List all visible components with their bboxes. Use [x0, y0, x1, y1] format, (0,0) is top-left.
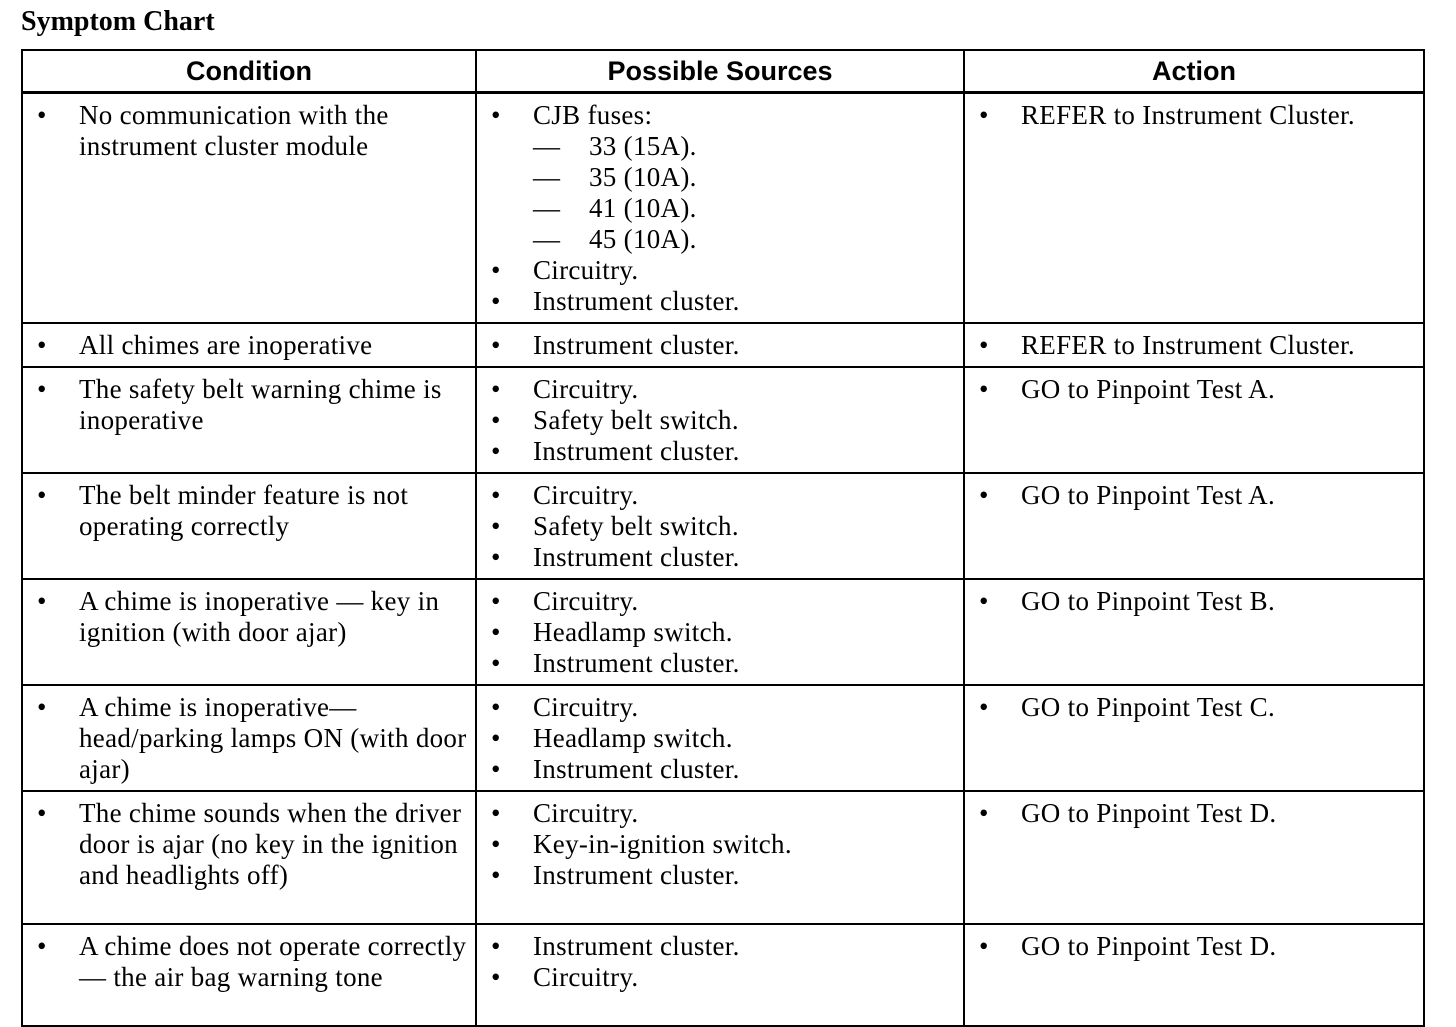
condition-cell — [22, 93, 476, 324]
condition-cell — [22, 323, 476, 367]
bullet-marker: • — [491, 648, 501, 678]
list-item-text: Circuitry. — [533, 255, 639, 285]
page-title: Symptom Chart — [21, 6, 215, 37]
list-item — [965, 586, 1415, 617]
bullet-marker: • — [491, 798, 501, 828]
list-item-text: Safety belt switch. — [533, 511, 739, 541]
bullet-marker: • — [491, 511, 501, 541]
condition-cell — [22, 924, 476, 1026]
list-item — [965, 480, 1415, 511]
bullet-marker: • — [979, 692, 989, 722]
action-cell — [964, 323, 1424, 367]
list-item — [477, 723, 955, 754]
bullet-marker: • — [491, 860, 501, 890]
list-item-text: Circuitry. — [533, 798, 639, 828]
bullet-marker: • — [979, 798, 989, 828]
list-item-text: Circuitry. — [533, 692, 639, 722]
dash-marker: — — [533, 162, 561, 192]
bullet-marker: • — [37, 692, 47, 722]
list-item — [477, 255, 955, 286]
list-item-text: Headlamp switch. — [533, 723, 733, 753]
table-row — [22, 579, 1424, 685]
action-cell — [964, 367, 1424, 473]
bullet-marker: • — [491, 723, 501, 753]
list-item — [23, 931, 467, 993]
list-item-text: Circuitry. — [533, 480, 639, 510]
dash-marker: — — [533, 224, 561, 254]
list-item-text: GO to Pinpoint Test C. — [1021, 692, 1275, 722]
bullet-marker: • — [37, 374, 47, 404]
list-item — [477, 798, 955, 829]
list-item-text: Instrument cluster. — [533, 860, 740, 890]
bullet-marker: • — [491, 829, 501, 859]
list-item-text: 45 (10A). — [589, 224, 697, 254]
table-row — [22, 367, 1424, 473]
list-item — [23, 330, 467, 361]
list-item — [965, 798, 1415, 829]
dash-marker: — — [533, 131, 561, 161]
table-row — [22, 685, 1424, 791]
list-item-text: Instrument cluster. — [533, 436, 740, 466]
bullet-marker: • — [979, 931, 989, 961]
column-header-possible-sources: Possible Sources — [476, 50, 964, 93]
list-item — [477, 692, 955, 723]
bullet-marker: • — [491, 542, 501, 572]
list-item-text: Instrument cluster. — [533, 931, 740, 961]
list-item-text: The belt minder feature is not operating correctly — [79, 480, 409, 541]
condition-cell — [22, 473, 476, 579]
column-header-condition: Condition — [22, 50, 476, 93]
action-cell — [964, 924, 1424, 1026]
list-item-text: Circuitry. — [533, 586, 639, 616]
list-item-text: Circuitry. — [533, 374, 639, 404]
bullet-marker: • — [491, 436, 501, 466]
bullet-marker: • — [37, 586, 47, 616]
condition-cell — [22, 367, 476, 473]
list-item — [477, 586, 955, 617]
bullet-marker: • — [491, 754, 501, 784]
bullet-marker: • — [491, 286, 501, 316]
list-item — [477, 962, 955, 993]
bullet-marker: • — [37, 798, 47, 828]
list-item — [477, 511, 955, 542]
list-item-text: All chimes are inoperative — [79, 330, 373, 360]
condition-cell — [22, 685, 476, 791]
bullet-marker: • — [979, 374, 989, 404]
condition-cell — [22, 791, 476, 924]
list-item — [477, 374, 955, 405]
list-item-text: GO to Pinpoint Test B. — [1021, 586, 1275, 616]
list-item-text: Instrument cluster. — [533, 754, 740, 784]
list-item — [477, 829, 955, 860]
list-item-text: 41 (10A). — [589, 193, 697, 223]
list-item — [23, 798, 467, 891]
list-item — [477, 436, 955, 467]
list-item-text: Safety belt switch. — [533, 405, 739, 435]
table-header-row — [22, 50, 1424, 93]
action-cell — [964, 579, 1424, 685]
list-item — [477, 754, 955, 785]
possible-sources-cell — [476, 473, 964, 579]
table-row — [22, 323, 1424, 367]
list-item-text: Instrument cluster. — [533, 330, 740, 360]
list-item-text: GO to Pinpoint Test D. — [1021, 931, 1277, 961]
list-item-text: REFER to Instrument Cluster. — [1021, 100, 1355, 130]
list-item — [477, 480, 955, 511]
sub-list-item — [477, 162, 955, 193]
bullet-marker: • — [37, 931, 47, 961]
list-item-text: REFER to Instrument Cluster. — [1021, 330, 1355, 360]
bullet-marker: • — [491, 405, 501, 435]
bullet-marker: • — [491, 931, 501, 961]
possible-sources-cell — [476, 685, 964, 791]
bullet-marker: • — [491, 617, 501, 647]
list-item — [965, 374, 1415, 405]
dash-marker: — — [533, 193, 561, 223]
list-item — [477, 405, 955, 436]
bullet-marker: • — [979, 586, 989, 616]
bullet-marker: • — [37, 100, 47, 130]
list-item — [23, 692, 467, 785]
possible-sources-cell — [476, 924, 964, 1026]
bullet-marker: • — [37, 480, 47, 510]
bullet-marker: • — [37, 330, 47, 360]
list-item-text: A chime is inoperative — key in ignition (with door ajar) — [79, 586, 440, 647]
action-cell — [964, 473, 1424, 579]
list-item-text: 33 (15A). — [589, 131, 697, 161]
list-item — [477, 330, 955, 361]
list-item-text: Circuitry. — [533, 962, 639, 992]
possible-sources-cell — [476, 93, 964, 324]
symptom-chart-table — [21, 49, 1425, 1027]
bullet-marker: • — [491, 586, 501, 616]
list-item — [477, 860, 955, 891]
list-item-text: The chime sounds when the driver door is ajar (no key in the ignition and headlights off) — [79, 798, 462, 890]
list-item — [965, 100, 1415, 131]
list-item-text: 35 (10A). — [589, 162, 697, 192]
list-item — [23, 100, 467, 162]
list-item-text: Key-in-ignition switch. — [533, 829, 792, 859]
action-cell — [964, 93, 1424, 324]
bullet-marker: • — [491, 480, 501, 510]
list-item-text: Instrument cluster. — [533, 286, 740, 316]
list-item-text: Instrument cluster. — [533, 648, 740, 678]
list-item — [477, 100, 955, 131]
column-header-action: Action — [964, 50, 1424, 93]
list-item-text: GO to Pinpoint Test D. — [1021, 798, 1277, 828]
sub-list-item — [477, 131, 955, 162]
list-item — [965, 692, 1415, 723]
possible-sources-cell — [476, 791, 964, 924]
list-item — [477, 617, 955, 648]
list-item — [965, 330, 1415, 361]
list-item — [23, 480, 467, 542]
list-item — [477, 648, 955, 679]
sub-list-item — [477, 224, 955, 255]
list-item-text: A chime does not operate correctly — the air bag warning tone — [79, 931, 467, 992]
bullet-marker: • — [491, 692, 501, 722]
table-row — [22, 473, 1424, 579]
list-item-text: CJB fuses: — [533, 100, 653, 130]
list-item-text: GO to Pinpoint Test A. — [1021, 374, 1275, 404]
condition-cell — [22, 579, 476, 685]
list-item — [477, 931, 955, 962]
possible-sources-cell — [476, 323, 964, 367]
table-row — [22, 924, 1424, 1026]
list-item-text: Instrument cluster. — [533, 542, 740, 572]
table-row — [22, 93, 1424, 324]
bullet-marker: • — [491, 255, 501, 285]
bullet-marker: • — [491, 330, 501, 360]
table-row — [22, 791, 1424, 924]
list-item-text: GO to Pinpoint Test A. — [1021, 480, 1275, 510]
bullet-marker: • — [979, 330, 989, 360]
possible-sources-cell — [476, 579, 964, 685]
list-item — [477, 542, 955, 573]
bullet-marker: • — [491, 100, 501, 130]
list-item-text: No communication with the instrument cluster module — [79, 100, 389, 161]
list-item-text: The safety belt warning chime is inoperative — [79, 374, 442, 435]
list-item — [23, 374, 467, 436]
possible-sources-cell — [476, 367, 964, 473]
sub-list-item — [477, 193, 955, 224]
action-cell — [964, 791, 1424, 924]
list-item — [477, 286, 955, 317]
bullet-marker: • — [979, 100, 989, 130]
bullet-marker: • — [491, 962, 501, 992]
bullet-marker: • — [491, 374, 501, 404]
list-item — [23, 586, 467, 648]
list-item-text: A chime is inoperative—head/parking lamps ON (with door ajar) — [79, 692, 467, 784]
bullet-marker: • — [979, 480, 989, 510]
list-item-text: Headlamp switch. — [533, 617, 733, 647]
list-item — [965, 931, 1415, 962]
action-cell — [964, 685, 1424, 791]
table-body — [22, 93, 1424, 1027]
